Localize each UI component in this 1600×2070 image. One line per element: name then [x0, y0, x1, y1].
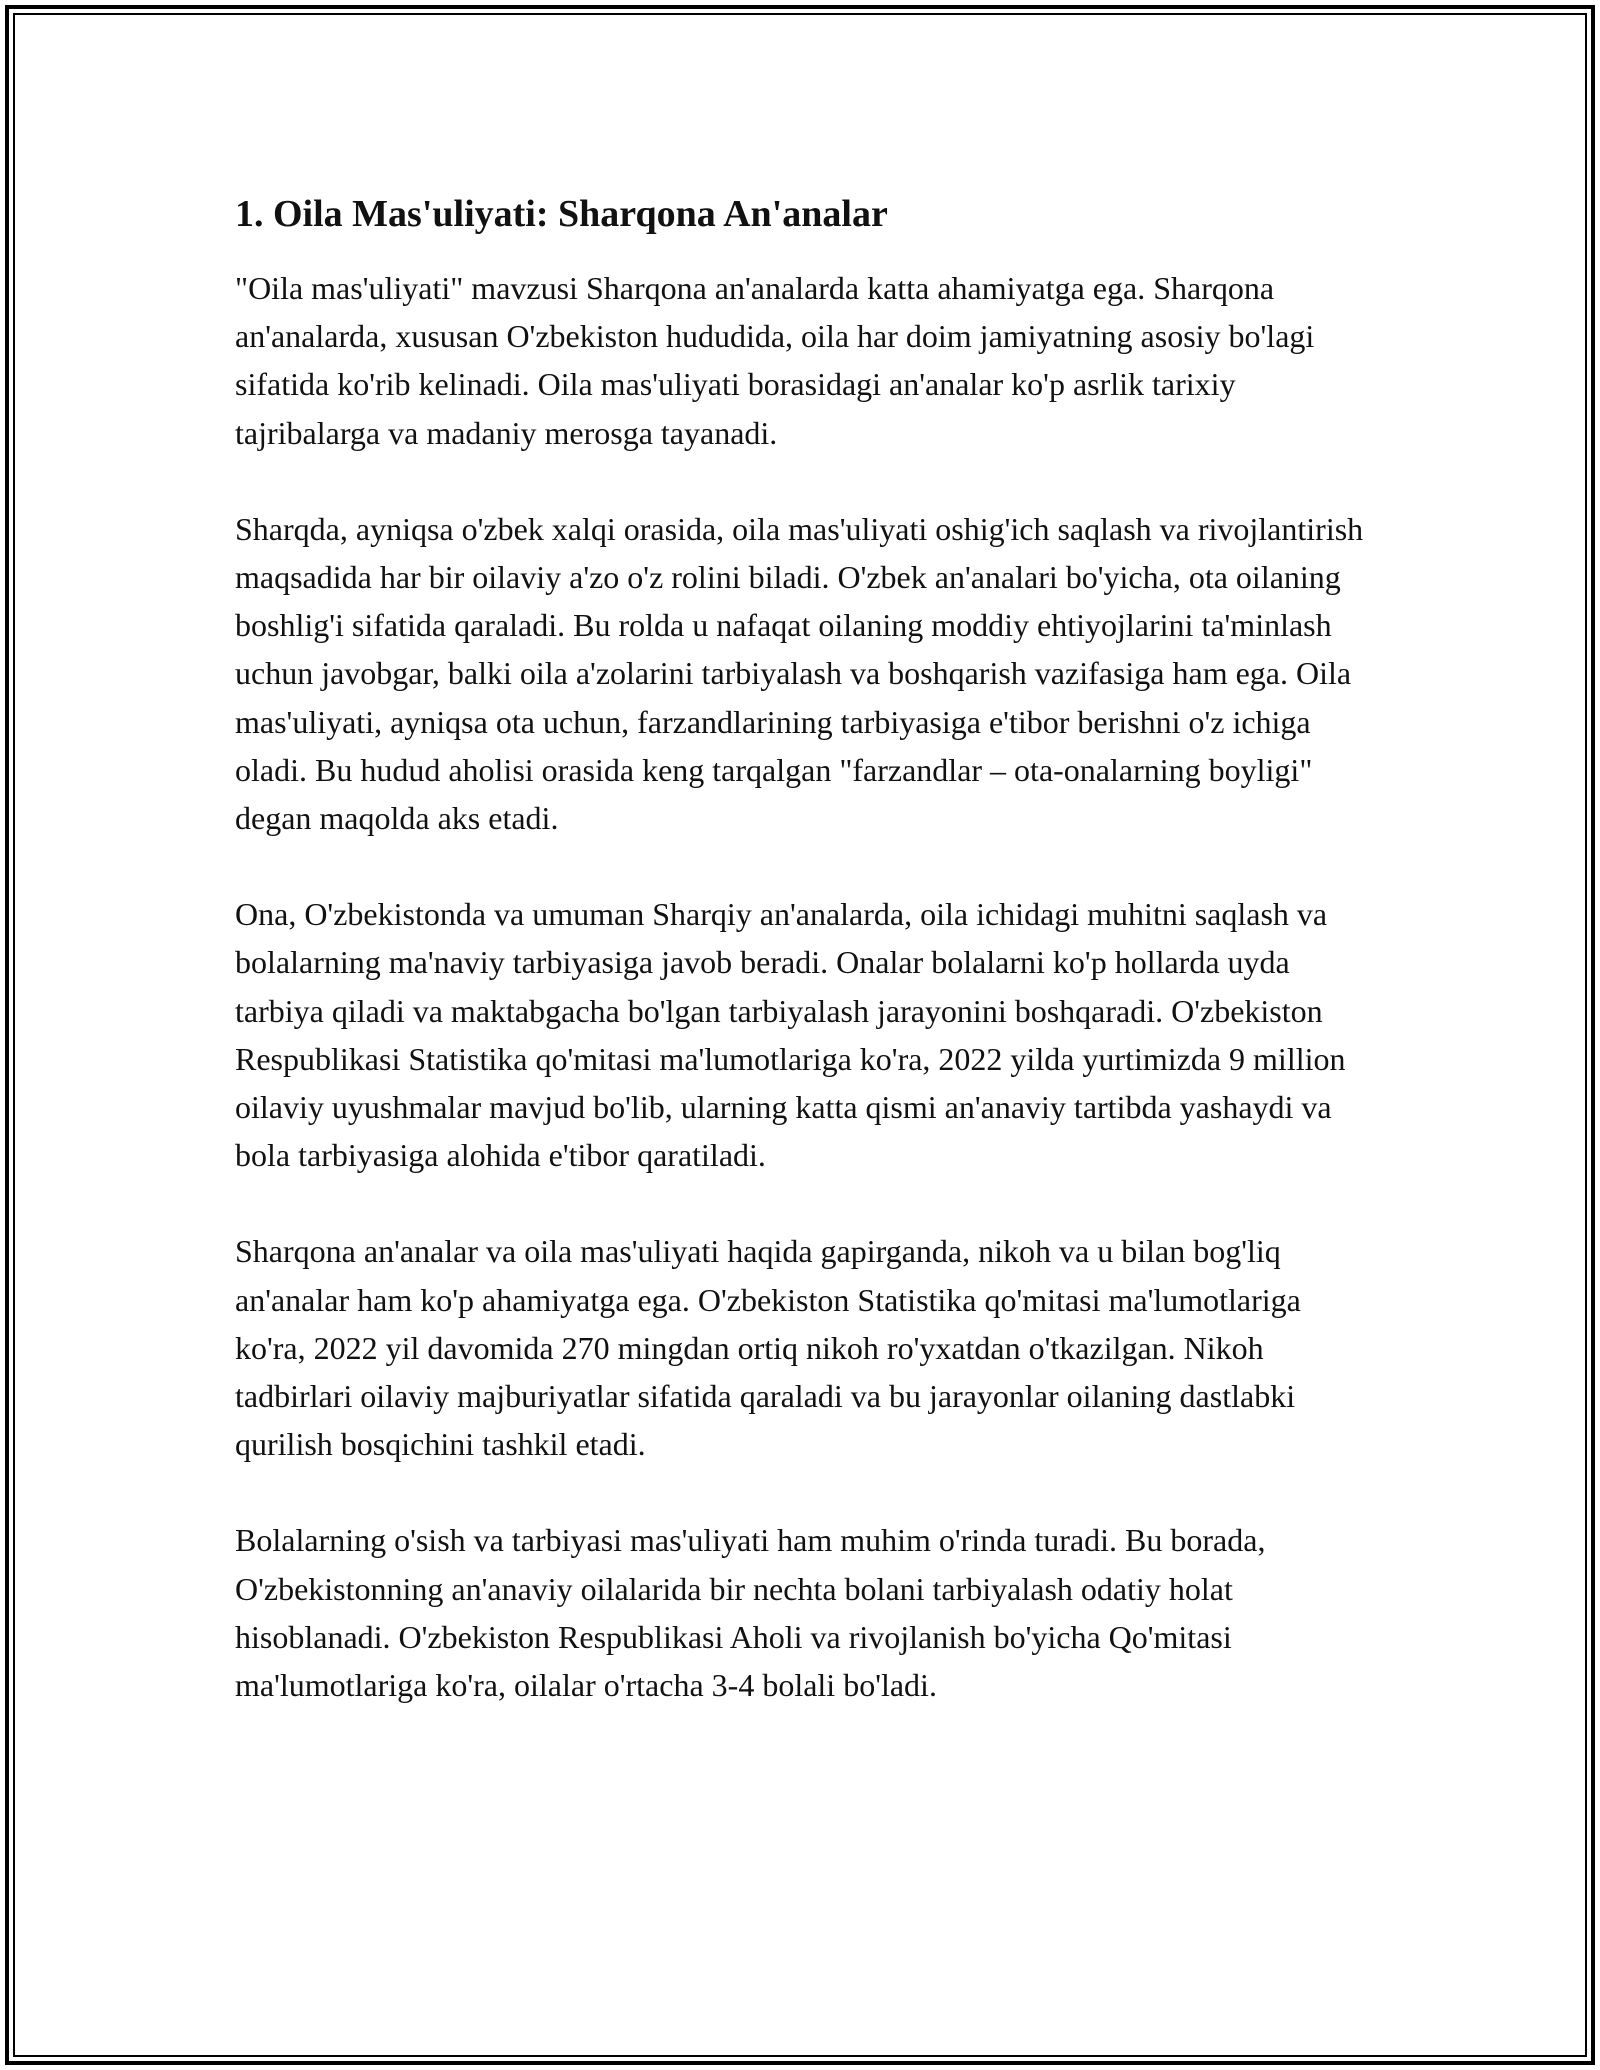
paragraph-4: Sharqona an'analar va oila mas'uliyati haqida gapirganda, nikoh va u bilan bog'liq an'analar ham ko'p ahamiyatga ega. O'zbekiston Statistika qo'mitasi ma'lumotlariga ko'ra, 2022 yil davomida 270 mingdan ortiq nikoh ro'yxatdan o'tkazilgan. Nikoh tadbirlari oilaviy majburiyatlar sifatida qaraladi va bu jarayonlar oilaning dastlabki qurilish bosqichini tashkil etadi. — [235, 1233, 1301, 1463]
section-heading: 1. Oila Mas'uliyati: Sharqona An'analar — [235, 193, 888, 235]
paragraph-5: Bolalarning o'sish va tarbiyasi mas'uliyati ham muhim o'rinda turadi. Bu borada, O'zbekistonning an'anaviy oilalarida bir nechta bolani tarbiyalash odatiy holat hisoblanadi. O'zbekiston Respublikasi Aholi va rivojlanish bo'yicha Qo'mitasi ma'lumotlariga ko'ra, oilalar o'rtacha 3-4 bolali bo'ladi. — [235, 1522, 1266, 1704]
paragraph-1: "Oila mas'uliyati" mavzusi Sharqona an'analarda katta ahamiyatga ega. Sharqona an'analarda, xususan O'zbekiston hududida, oila har doim jamiyatning asosiy bo'lagi sifatida ko'rib kelinadi. Oila mas'uliyati borasidagi an'analar ko'p asrlik tarixiy tajribalarga va madaniy merosga tayanadi. — [235, 270, 1315, 451]
document-body — [235, 186, 1375, 1709]
paragraph-3: Ona, O'zbekistonda va umuman Sharqiy an'analarda, oila ichidagi muhitni saqlash va bolalarning ma'naviy tarbiyasiga javob beradi. Onalar bolalarni ko'p hollarda uyda tarbiya qiladi va maktabgacha bo'lgan tarbiyalash jarayonini boshqaradi. O'zbekiston Respublikasi Statistika qo'mitasi ma'lumotlariga ko'ra, 2022 yilda yurtimizda 9 million oilaviy uyushmalar mavjud bo'lib, ularning katta qismi an'anaviy tartibda yashaydi va bola tarbiyasiga alohida e'tibor qaratiladi. — [235, 896, 1346, 1174]
paragraph-2: Sharqda, ayniqsa o'zbek xalqi orasida, oila mas'uliyati oshig'ich saqlash va rivojlantirish maqsadida har bir oilaviy a'zo o'z rolini biladi. O'zbek an'analari bo'yicha, ota oilaning boshlig'i sifatida qaraladi. Bu rolda u nafaqat oilaning moddiy ehtiyojlarini ta'minlash uchun javobgar, balki oila a'zolarini tarbiyalash va boshqarish vazifasiga ham ega. Oila mas'uliyati, ayniqsa ota uchun, farzandlarining tarbiyasiga e'tibor berishni o'z ichiga oladi. Bu hudud aholisi orasida keng tarqalgan "farzandlar – ota-onalarning boyligi" degan maqolda aks etadi. — [235, 510, 1364, 837]
